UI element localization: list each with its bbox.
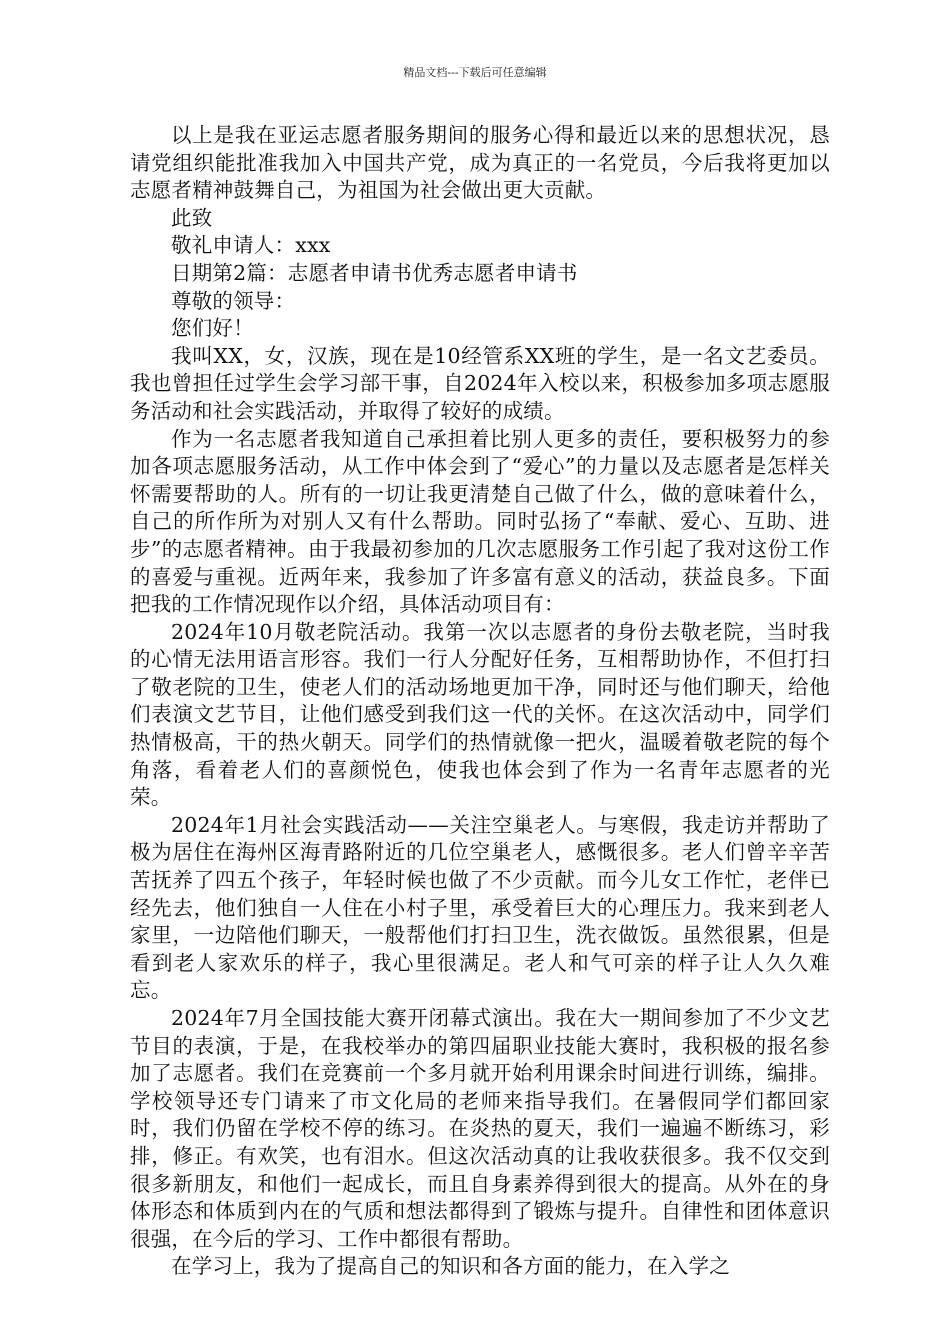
signature-line: 敬礼申请人：xxx — [171, 233, 331, 258]
paragraph-closing-statement: 以上是我在亚运志愿者服务期间的服务心得和最近以来的思想状况，恳请党组织能批准我加入中国共产党，成为真正的一名党员，今后我将更加以志愿者精神鼓舞自己，为祖国为社会做出更大贡献。 — [130, 123, 830, 203]
paragraph-skills-competition: 2024年7月全国技能大赛开闭幕式演出。我在大一期间参加了不少文艺节目的表演，于是，在我校举办的第四届职业技能大赛时，我积极的报名参加了志愿者。我们在竞赛前一个多月就开始利用课余时间进行训练，编排。学校领导还专门请来了市文化局的老师来指导我们。在暑假同学们都回家时，我们仍留在学校不停的练习。在炎热的夏天，我们一遍遍不断练习，彩排，修正。有欢笑，也有泪水。但这次活动真的让我收获很多。我不仅交到很多新朋友，和他们一起成长，而且自身素养得到很大的提高。从外在的身体形态和体质到内在的气质和想法都得到了锻炼与提升。自律性和团体意识很强，在今后的学习、工作中都很有帮助。 — [130, 1006, 830, 1251]
greeting-hello: 您们好！ — [171, 316, 254, 341]
paragraph-empty-nest-elderly: 2024年1月社会实践活动——关注空巢老人。与寒假，我走访并帮助了极为居住在海州区海青路附近的几位空巢老人，感慨很多。老人们曾辛辛苦苦抚养了四五个孩子，年轻时候也做了不少贡献。而今儿女工作忙，老伴已经先去，他们独自一人住在小村子里，承受着巨大的心理压力。我来到老人家里，一边陪他们聊天，一般帮他们打扫卫生，洗衣做饭。虽然很累，但是看到老人家欢乐的样子，我心里很满足。老人和气可亲的样子让人久久难忘。 — [130, 812, 830, 1003]
salutation-cizhi: 此致 — [171, 205, 213, 230]
page-header: 精品文档---下载后可任意编辑 — [403, 66, 547, 79]
document-body — [130, 122, 830, 1281]
date-and-section-title: 日期第2篇：志愿者申请书优秀志愿者申请书 — [171, 260, 578, 285]
greeting-addressee: 尊敬的领导： — [171, 288, 296, 313]
paragraph-volunteer-responsibility: 作为一名志愿者我知道自己承担着比别人更多的责任，要积极努力的参加各项志愿服务活动，从工作中体会到了“爱心”的力量以及志愿者是怎样关怀需要帮助的人。所有的一切让我更清楚自己做了什么，做的意味着什么，自己的所作所为对别人又有什么帮助。同时弘扬了“奉献、爱心、互助、进步”的志愿者精神。由于我最初参加的几次志愿服务工作引起了我对这份工作的喜爱与重视。近两年来，我参加了许多富有意义的活动，获益良多。下面把我的工作情况现作以介绍，具体活动项目有： — [130, 426, 830, 617]
paragraph-study: 在学习上，我为了提高自己的知识和各方面的能力，在入学之 — [171, 1254, 730, 1279]
paragraph-introduction: 我叫XX，女，汉族，现在是10经管系XX班的学生，是一名文艺委员。我也曾担任过学生会学习部干事，自2024年入校以来，积极参加多项志愿服务活动和社会实践活动，并取得了较好的成绩。 — [130, 343, 830, 423]
paragraph-nursing-home-activity: 2024年10月敬老院活动。我第一次以志愿者的身份去敬老院，当时我的心情无法用语言形容。我们一行人分配好任务，互相帮助协作，不但打扫了敬老院的卫生，使老人们的活动场地更加干净，同时还与他们聊天，给他们表演文艺节目，让他们感受到我们这一代的关怀。在这次活动中，同学们热情极高，干的热火朝天。同学们的热情就像一把火，温暖着敬老院的每个角落，看着老人们的喜颜悦色，使我也体会到了作为一名青年志愿者的光荣。 — [130, 619, 830, 810]
